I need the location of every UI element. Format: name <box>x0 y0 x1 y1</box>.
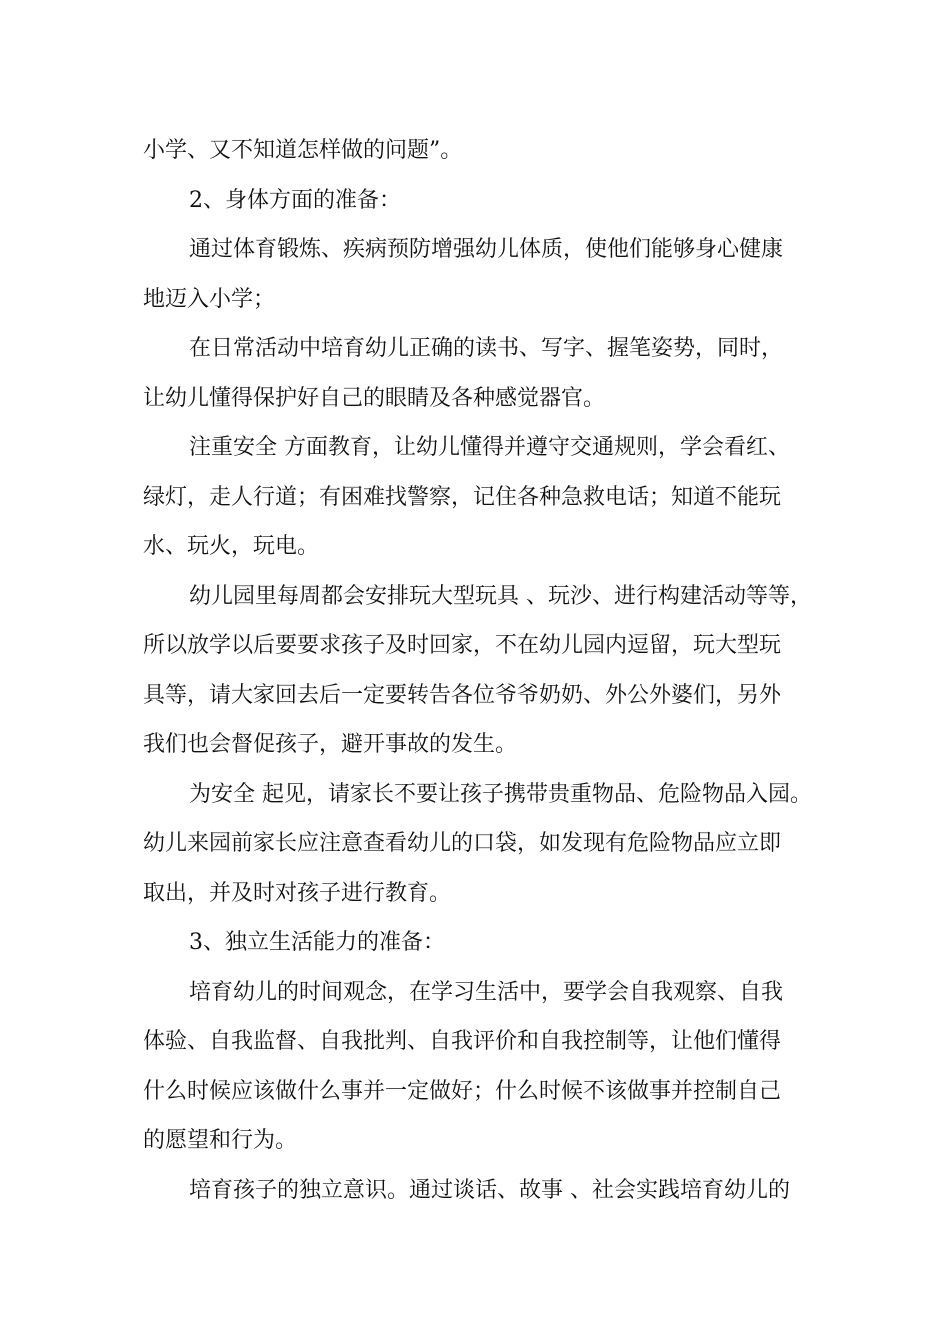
text-line: 通过体育锻炼、疾病预防增强幼儿体质，使他们能够身心健康 <box>189 237 784 262</box>
text-line: 体验、自我监督、自我批判、自我评价和自我控制等，让他们懂得 <box>143 1029 782 1054</box>
text-line: 让幼儿懂得保护好自己的眼睛及各种感觉器官。 <box>143 385 606 411</box>
text-line: 在日常活动中培育幼儿正确的读书、写字、握笔姿势，同时， <box>189 336 784 361</box>
document-body <box>143 126 812 1215</box>
text-line: 培育孩子的独立意识。通过谈话、故事 、社会实践培育幼儿的 <box>189 1177 790 1203</box>
text-line: 什么时候应该做什么事并一定做好；什么时候不该做事并控制自己 <box>143 1078 782 1104</box>
text-line: 培育幼儿的时间观念，在学习生活中，要学会自我观察、自我 <box>189 979 784 1005</box>
text-line: 2、身体方面的准备： <box>189 187 401 213</box>
text-line: 3、独立生活能力的准备： <box>189 930 445 955</box>
text-line: 幼儿来园前家长应注意查看幼儿的口袋，如发现有危险物品应立即 <box>143 831 782 856</box>
text-line: 注重安全 方面教育，让幼儿懂得并遵守交通规则，学会看红、 <box>189 435 790 460</box>
text-line: 的愿望和行为。 <box>143 1128 298 1153</box>
text-line: 具等，请大家回去后一定要转告各位爷爷奶奶、外公外婆们，另外 <box>143 682 782 708</box>
text-line: 地迈入小学； <box>143 286 276 312</box>
text-line: 幼儿园里每周都会安排玩大型玩具 、玩沙、进行构建活动等等， <box>189 583 812 609</box>
text-line: 我们也会督促孩子，避开事故的发生。 <box>143 732 518 757</box>
text-line: 取出，并及时对孩子进行教育。 <box>143 880 452 906</box>
text-line: 绿灯，走人行道；有困难找警察，记住各种急救电话；知道不能玩 <box>143 484 782 510</box>
text-line: 为安全 起见，请家长不要让孩子携带贵重物品、危险物品入园。 <box>189 781 812 807</box>
text-line: 水、玩火，玩电。 <box>143 534 320 559</box>
text-line: 所以放学以后要要求孩子及时回家，不在幼儿园内逗留，玩大型玩 <box>143 633 782 658</box>
text-line: 小学、又不知道怎样做的问题”。 <box>143 138 463 163</box>
